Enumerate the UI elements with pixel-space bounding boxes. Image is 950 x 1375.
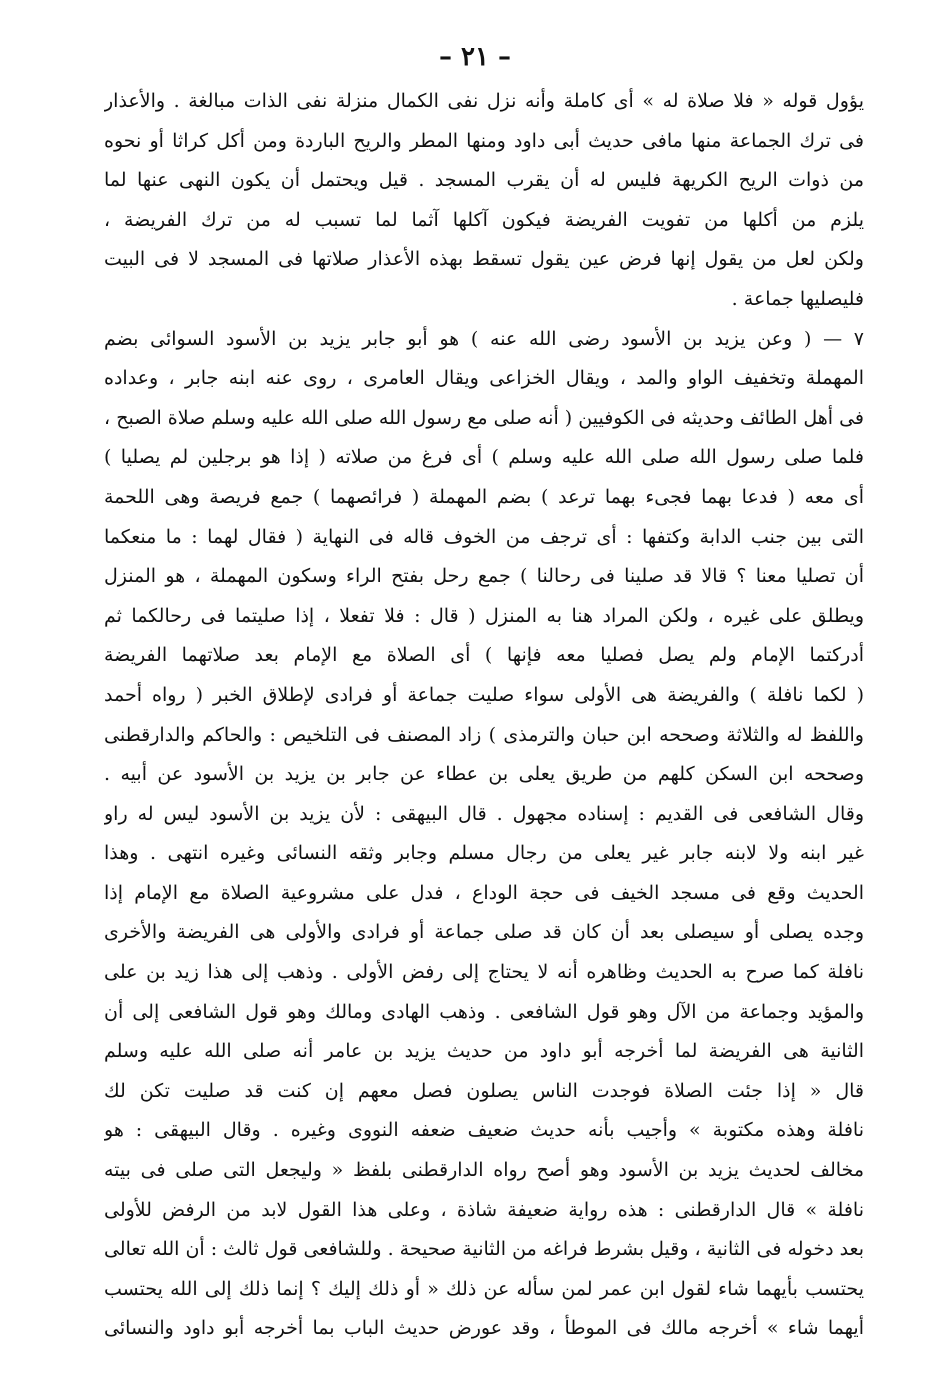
text-line: فليصليها جماعة .	[731, 287, 864, 310]
text-line: فى أهل الطائف وحديثه فى الكوفيين ( أنه صلى مع رسول الله صلى الله عليه وسلم صلاة الصبح ،	[104, 406, 864, 429]
text-line: يلزم من أكلها من تفويت الفريضة فيكون آكلها آثما لما تسبب له من ترك الفريضة ،	[104, 208, 864, 231]
text-line: مخالف لحديث يزيد بن الأسود وهو أصح رواه الدارقطنى بلفظ « وليجعل التى صلى فى بيته	[104, 1159, 864, 1182]
text-line: الثانية هى الفريضة لما أخرجه أبو داود من حديث يزيد بن عامر أنه صلى الله عليه وسلم	[104, 1040, 864, 1063]
text-line: وصححه ابن السكن كلهم من طريق يعلى بن عطاء عن جابر بن يزيد بن الأسود عن أبيه .	[104, 763, 864, 786]
text-line: غير ابنه ولا لابنه جابر غير يعلى من رجال مسلم وجابر وثقه النسائى وغيره انتهى . وهذا	[104, 842, 864, 865]
text-line: المهملة وتخفيف الواو والمد ، ويقال الخزاعى ويقال العامرى ، روى عنه ابنه جابر ، وعداده	[104, 367, 864, 390]
text-line: ( لكما نافلة ) والفريضة هى الأولى سواء صليت جماعة أو فرادى لإطلاق الخبر ( رواه أحمد	[104, 683, 864, 706]
text-line: نافلة » قال الدارقطنى : هذه رواية ضعيفة شاذة ، وعلى هذا القول لابد من الرفض للأولى	[104, 1198, 864, 1221]
text-line: فى ترك الجماعة منها مافى حديث أبى داود ومنها المطر والريح الباردة ومن أكل كراثا أو نحوه	[104, 129, 864, 152]
text-line: أن تصليا معنا ؟ قالا قد صلينا فى رحالنا ) جمع رحل بفتح الراء وسكون المهملة ، هو المنزل	[104, 565, 864, 588]
text-line: نافلة وهذه مكتوبة » وأجيب بأنه حديث ضعيف ضعفه النووى وغيره . وقال البيهقى : هو	[104, 1119, 864, 1142]
text-line: واللفظ له والثلاثة وصححه ابن حبان والترمذى ) زاد المصنف فى التلخيص : والحاكم والدارقطنى	[104, 723, 864, 746]
text-line: فلما صلى رسول الله صلى الله عليه وسلم ) أى فرغ من صلاته ( إذا هو برجلين لم يصليا )	[104, 446, 864, 469]
text-line: يؤول قوله « فلا صلاة له » أى كاملة وأنه نزل نفى الكمال منزلة نفى الذات مبالغة . والأعذار	[104, 90, 864, 112]
text-line: ولكن لعل من يقول إنها فرض عين يقول تسقط بهذه الأعذار صلاتها فى المسجد لا فى البيت	[104, 248, 864, 271]
text-line: يحتسب بأيهما شاء لقول ابن عمر لمن سأله عن ذلك « أو ذلك إليك ؟ إنما ذلك إلى الله يحتسب	[104, 1277, 864, 1300]
text-line: بعد دخوله فى الثانية ، وقيل بشرط فراغه من الثانية صحيحة . وللشافعى قول ثالث : أن الله تعالى	[104, 1238, 864, 1261]
text-line: أيهما شاء » أخرجه مالك فى الموطأ ، وقد عورض حديث الباب بما أخرجه أبو داود والنسائى	[104, 1317, 864, 1340]
text-line: أدركتما الإمام ولم يصل فصليا معه فإنها ) أى الصلاة مع الإمام بعد صلاتهما الفريضة	[104, 644, 864, 667]
text-line: وقال الشافعى فى القديم : إسناده مجهول . قال البيهقى : لأن يزيد بن الأسود ليس له راو	[104, 802, 864, 825]
text-line: نافلة كما صرح به الحديث وظاهره أنه لا يحتاج إلى رفض الأولى . وذهب إلى هذا زيد بن على	[104, 961, 864, 984]
page-number: – ٢١ –	[438, 42, 512, 72]
text-line: والمؤيد وجماعة من الآل وهو قول الشافعى . وذهب الهادى ومالك وهو قول الشافعى إلى أن	[104, 1000, 864, 1023]
body-text	[104, 82, 864, 1349]
text-line: وجده يصلى أو سيصلى بعد أن كان قد صلى جماعة أو فرادى والأولى هى الفريضة والأخرى	[104, 921, 864, 944]
text-line: قال « إذا جئت الصلاة فوجدت الناس يصلون فصل معهم إن كنت قد صليت تكن لك	[104, 1079, 864, 1102]
text-line: الحديث وقع فى مسجد الخيف فى حجة الوداع ، فدل على مشروعية الصلاة مع الإمام إذا	[104, 881, 864, 904]
text-line: ٧ — ( وعن يزيد بن الأسود رضى الله عنه ) هو أبو جابر يزيد بن الأسود السوائى بضم	[104, 327, 864, 350]
text-line: أى معه ( فدعا بهما فجىء بهما ترعد ) بضم المهملة ( فرائصهما ) جمع فريصة وهى اللحمة	[104, 485, 864, 508]
text-line: ويطلق على غيره ، ولكن المراد هنا به المنزل ( قال : فلا تفعلا ، إذا صليتما فى رحالكما ثم	[104, 604, 864, 627]
text-line: من ذوات الريح الكريهة فليس له أن يقرب المسجد . قيل ويحتمل أن يكون النهى عنها لما	[104, 169, 864, 192]
text-line: التى بين جنب الدابة وكتفها : أى ترجف من الخوف قاله فى النهاية ( فقال لهما : ما منعكما	[104, 525, 864, 548]
